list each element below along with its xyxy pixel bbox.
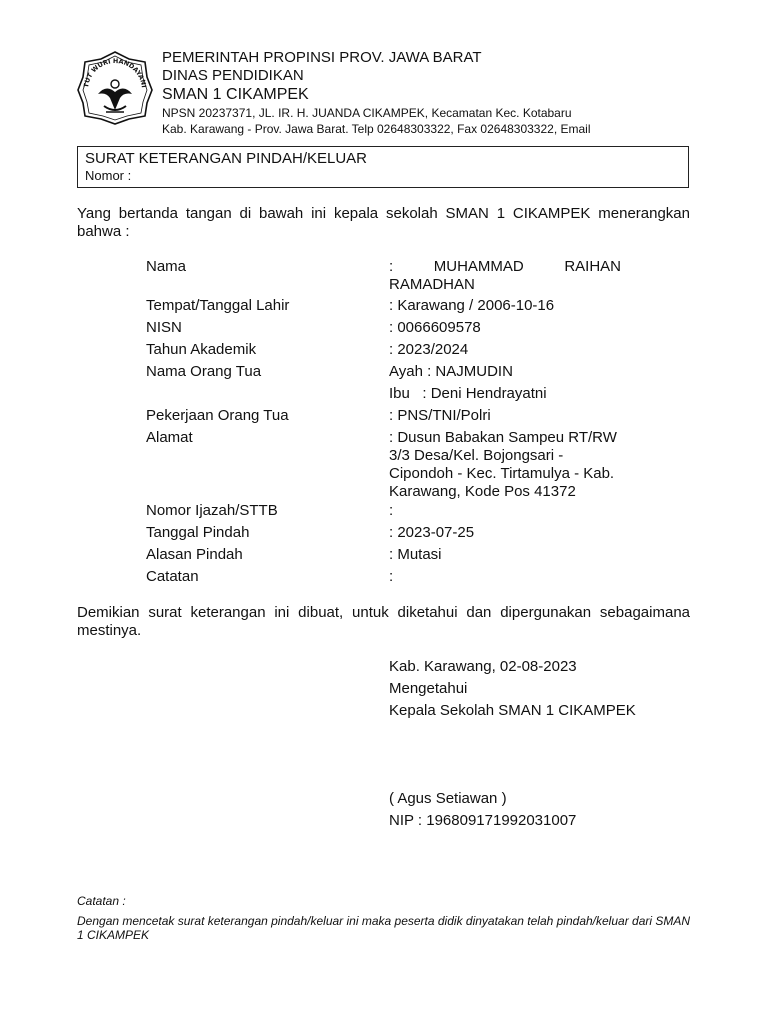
signature-place-date: Kab. Karawang, 02-08-2023 xyxy=(389,658,577,675)
school-address-line2: Kab. Karawang - Prov. Jawa Barat. Telp 02648303322, Fax 02648303322, Email xyxy=(162,122,591,136)
signature-mengetahui: Mengetahui xyxy=(389,680,468,697)
field-value-pekerjaan: : PNS/TNI/Polri xyxy=(389,407,491,424)
title-box xyxy=(77,146,689,188)
field-value-nisn: : 0066609578 xyxy=(389,319,481,336)
note-text: Dengan mencetak surat keterangan pindah/keluar ini maka peserta didik dinyatakan telah pindah/keluar dari SMAN 1 CIKAMPEK xyxy=(77,914,691,942)
field-label-alasan: Alasan Pindah xyxy=(146,546,243,563)
note-label: Catatan : xyxy=(77,894,126,908)
field-value-alamat: : Dusun Babakan Sampeu RT/RW 3/3 Desa/Kel. Bojongsari - Cipondoh - Kec. Tirtamulya - Kab. Karawang, Kode Pos 41372 xyxy=(389,429,617,500)
field-label-alamat: Alamat xyxy=(146,429,193,446)
field-value-catatan: : xyxy=(389,568,394,585)
field-label-nama: Nama xyxy=(146,258,187,275)
field-label-tanggal-pindah: Tanggal Pindah xyxy=(146,524,250,541)
field-label-nisn: NISN xyxy=(146,319,182,336)
field-value-ayah: Ayah : NAJMUDIN xyxy=(389,363,513,380)
field-label-pekerjaan: Pekerjaan Orang Tua xyxy=(146,407,289,424)
field-value-tanggal-pindah: : 2023-07-25 xyxy=(389,524,475,541)
field-label-catatan: Catatan xyxy=(146,568,199,585)
closing-paragraph: Demikian surat keterangan ini dibuat, untuk diketahui dan dipergunakan sebagaimana mestinya. xyxy=(77,604,690,639)
field-label-tahun-akademik: Tahun Akademik xyxy=(146,341,257,358)
signer-name: ( Agus Setiawan ) xyxy=(389,790,507,807)
field-value-ibu: Ibu : Deni Hendrayatni xyxy=(389,385,547,402)
field-value-tahun-akademik: : 2023/2024 xyxy=(389,341,469,358)
field-value-ttl: : Karawang / 2006-10-16 xyxy=(389,297,555,314)
intro-paragraph: Yang bertanda tangan di bawah ini kepala sekolah SMAN 1 CIKAMPEK menerangkan bahwa : xyxy=(77,205,690,240)
field-label-ijazah: Nomor Ijazah/STTB xyxy=(146,502,278,519)
field-label-orang-tua: Nama Orang Tua xyxy=(146,363,262,380)
department-line: DINAS PENDIDIKAN xyxy=(162,67,304,84)
letter-number: Nomor : xyxy=(85,168,132,183)
letterhead xyxy=(162,49,591,137)
government-line: PEMERINTAH PROPINSI PROV. JAWA BARAT xyxy=(162,49,482,66)
school-address-line1: NPSN 20237371, JL. IR. H. JUANDA CIKAMPEK, Kecamatan Kec. Kotabaru xyxy=(162,106,572,120)
signature-position: Kepala Sekolah SMAN 1 CIKAMPEK xyxy=(389,702,636,719)
letter-title: SURAT KETERANGAN PINDAH/KELUAR xyxy=(85,150,368,167)
signer-nip: NIP : 196809171992031007 xyxy=(389,812,577,829)
field-label-ttl: Tempat/Tanggal Lahir xyxy=(146,297,290,314)
svg-text:TUT WURI HANDAYANI: TUT WURI HANDAYANI xyxy=(82,56,148,89)
field-value-ijazah: : xyxy=(389,502,394,519)
field-value-nama: : MUHAMMAD RAIHAN RAMADHAN xyxy=(389,258,621,293)
school-name: SMAN 1 CIKAMPEK xyxy=(162,86,309,103)
tut-wuri-handayani-logo xyxy=(76,50,154,126)
field-value-alasan: : Mutasi xyxy=(389,546,442,563)
